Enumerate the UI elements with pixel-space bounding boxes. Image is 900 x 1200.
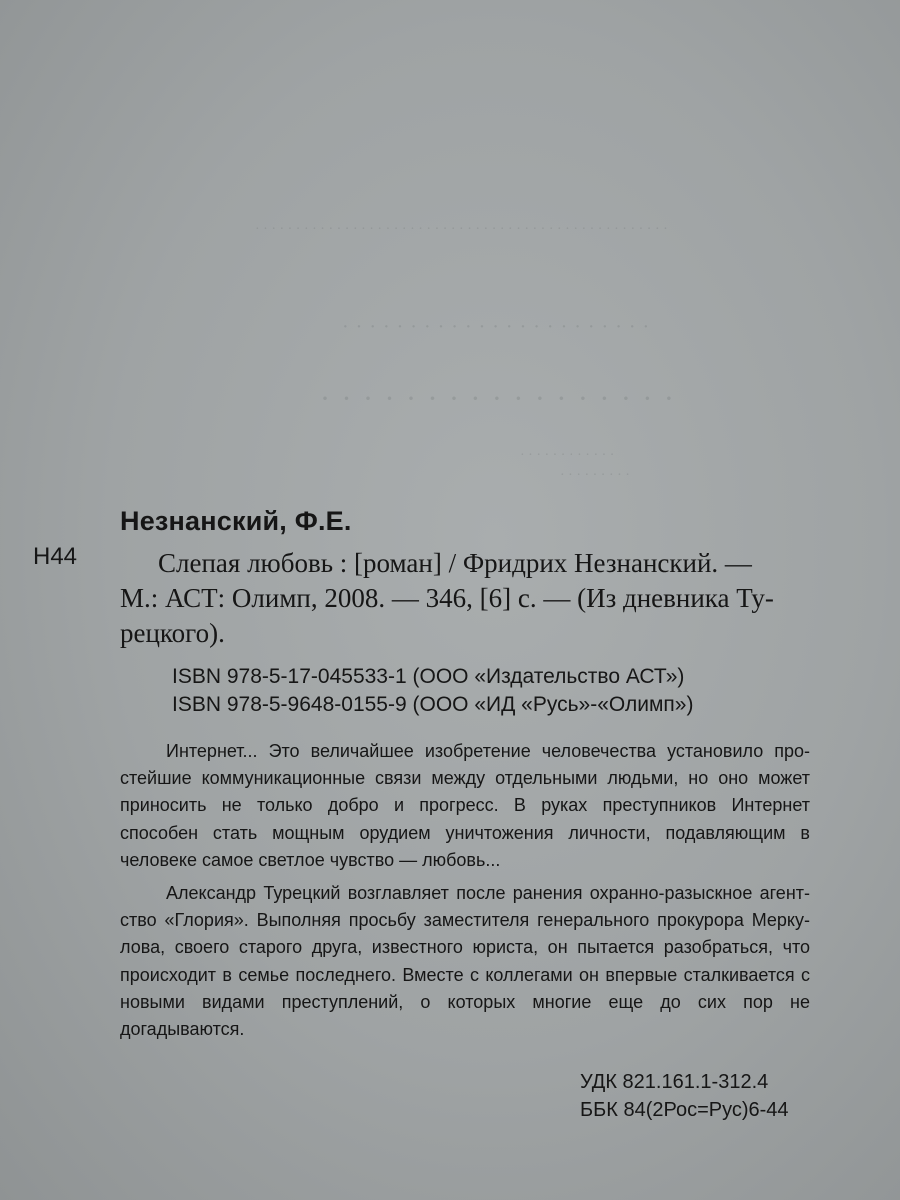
annotation-line: происходит в семье последнего. Вместе с коллегами он впервые сталкивается с: [120, 964, 810, 985]
isbn-block: [172, 663, 693, 719]
bibliographic-description: [120, 546, 810, 651]
author-code: Н44: [33, 543, 78, 570]
annotation-line: догадываются.: [120, 1019, 245, 1040]
show-through-text: · · · · · · · · ·: [560, 468, 630, 483]
bbk-code: ББК 84(2Рос=Рус)6-44: [580, 1099, 789, 1121]
biblio-line: М.: АСТ: Олимп, 2008. — 346, [6] с. — (Из дневника Ту-: [120, 583, 774, 613]
show-through-text: · · · · · · · · · · · · · · · · · · · · · · · · · · · · · · · · · · · · · · · · · · · · · · · · · · ·: [255, 222, 668, 237]
show-through-text: · · · · · · · · · · · ·: [520, 448, 615, 463]
udk-code: УДК 821.161.1-312.4: [580, 1071, 769, 1093]
annotation-line: человеке самое светлое чувство — любовь...: [120, 849, 501, 870]
annotation-line: новыми видами преступлений, о которых многие еще до сих пор не: [120, 991, 810, 1012]
isbn-line: ISBN 978-5-17-045533-1 (ООО «Издательство АСТ»): [172, 665, 685, 688]
biblio-line: рецкого).: [120, 618, 225, 648]
annotation-line: способен стать мощным орудием уничтожения личности, подавляющим в: [120, 822, 810, 843]
annotation: [120, 738, 810, 1043]
biblio-line: Слепая любовь : [роман] / Фридрих Незнанский. —: [158, 548, 752, 578]
show-through-text: · · · · · · · · · · · · · · · · · · · · · · ·: [342, 316, 651, 338]
annotation-line: Александр Турецкий возглавляет после ранения охранно-разыскное агент-: [166, 883, 810, 904]
isbn-line: ISBN 978-5-9648-0155-9 (ООО «ИД «Русь»-«Олимп»): [172, 693, 694, 716]
annotation-line: приносить не только добро и прогресс. В руках преступников Интернет: [120, 795, 810, 816]
classification-codes: [580, 1068, 789, 1124]
annotation-line: лова, своего старого друга, известного юриста, он пытается разобраться, что: [120, 937, 810, 958]
author-heading: Незнанский, Ф.Е.: [120, 506, 352, 536]
annotation-line: ство «Глория». Выполняя просьбу заместителя генерального прокурора Мерку-: [120, 910, 810, 931]
annotation-line: Интернет... Это величайшее изобретение человечества установило про-: [166, 741, 810, 761]
show-through-text: · · · · · · · · · · · · · · · · ·: [320, 382, 676, 415]
annotation-line: стейшие коммуникационные связи между отдельными людьми, но оно может: [120, 768, 810, 789]
